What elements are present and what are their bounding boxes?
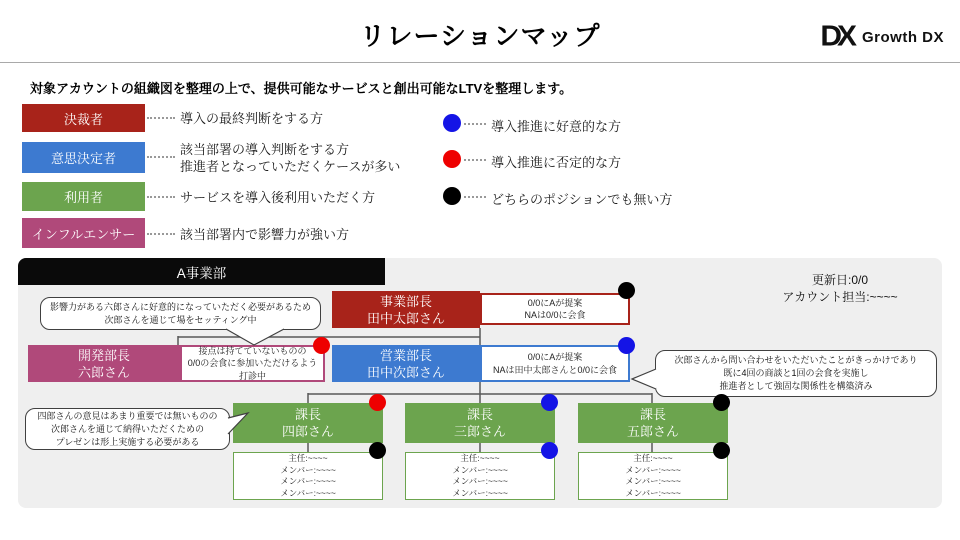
callout-rokuro-setting: 影響力がある六郎さんに好意的になっていただく必要があるため 次郎さんを通じて場をセッティング中	[40, 297, 321, 330]
team-box-shiro: 主任:~~~~ メンバー:~~~~ メンバー:~~~~ メンバー:~~~~	[233, 452, 383, 500]
stance-dot-neutral	[443, 187, 461, 205]
dot-manager-goro-neutral	[713, 394, 730, 411]
legend-dotted-line	[464, 159, 486, 161]
dot-dev-head-negative	[313, 337, 330, 354]
node-manager-shiro	[233, 403, 383, 443]
team-box-goro: 主任:~~~~ メンバー:~~~~ メンバー:~~~~ メンバー:~~~~	[578, 452, 728, 500]
stance-dot-negative	[443, 150, 461, 168]
role-desc-influencer: 該当部署内で影響力が強い方	[180, 227, 350, 242]
account-owner: アカウント担当:~~~~	[782, 290, 898, 305]
node-title: 事業部長	[379, 293, 432, 309]
node-name: 田中次郎さん	[366, 364, 445, 380]
dot-team-saburo-positive	[541, 442, 558, 459]
team-box-saburo: 主任:~~~~ メンバー:~~~~ メンバー:~~~~ メンバー:~~~~	[405, 452, 555, 500]
role-chip-decision-maker: 意思決定者	[22, 142, 145, 173]
dot-manager-shiro-negative	[369, 394, 386, 411]
node-sales-head	[332, 345, 480, 382]
callout-jiro-relationship: 次郎さんから問い合わせをいただいたことがきっかけであり 既に4回の商談と1回の会食を実施し 推進者として強固な関係性を構築済み	[655, 350, 937, 397]
panel-meta	[745, 272, 935, 307]
legend-dotted-line	[147, 117, 175, 119]
stance-dot-positive	[443, 114, 461, 132]
node-name: 六郎さん	[77, 364, 130, 380]
role-desc-decision-maker: 該当部署の導入判断をする方 推進者となっていただくケースが多い	[180, 142, 401, 174]
node-division-head	[332, 291, 480, 328]
role-desc-approver: 導入の最終判断をする方	[180, 111, 324, 126]
note-dev-head: 接点は持てていないものの 0/0の会食に参加いただけるよう 打診中	[180, 345, 325, 382]
header-divider	[0, 62, 960, 63]
page-title: リレーションマップ	[359, 21, 601, 51]
node-dev-head	[28, 345, 180, 382]
brand-name: Growth DX	[862, 28, 944, 46]
dot-division-head-neutral	[618, 282, 635, 299]
dx-logo-icon: DX	[820, 20, 852, 53]
stance-label-negative: 導入推進に否定的な方	[491, 155, 622, 170]
legend-dotted-line	[464, 196, 486, 198]
department-header: A事業部	[18, 258, 385, 285]
slide-subtitle: 対象アカウントの組織図を整理の上で、提供可能なサービスと創出可能なLTVを整理します。	[30, 81, 573, 96]
role-chip-user: 利用者	[22, 182, 145, 211]
node-manager-saburo	[405, 403, 555, 443]
node-name: 五郎さん	[626, 424, 679, 439]
dot-sales-head-positive	[618, 337, 635, 354]
role-desc-user: サービスを導入後利用いただく方	[180, 190, 376, 205]
node-title: 営業部長	[379, 347, 432, 363]
role-chip-approver: 決裁者	[22, 104, 145, 132]
brand-logo	[820, 20, 944, 54]
callout-shiro-presentation: 四郎さんの意見はあまり重要では無いものの 次郎さんを通じて納得いただくための プレゼンは形上実施する必要がある	[25, 408, 230, 450]
legend-dotted-line	[147, 156, 175, 158]
node-title: 課長	[466, 407, 493, 422]
note-division-head: 0/0にAが提案 NAは0/0に会食	[480, 293, 630, 325]
dot-team-shiro-neutral	[369, 442, 386, 459]
node-title: 開発部長	[77, 347, 130, 363]
legend-dotted-line	[147, 233, 175, 235]
legend-dotted-line	[464, 123, 486, 125]
note-sales-head: 0/0にAが提案 NAは田中太郎さんと0/0に会食	[480, 345, 630, 382]
dot-manager-saburo-positive	[541, 394, 558, 411]
node-name: 三郎さん	[453, 424, 506, 439]
node-name: 田中太郎さん	[366, 310, 445, 326]
stance-label-positive: 導入推進に好意的な方	[491, 119, 622, 134]
node-name: 四郎さん	[281, 424, 334, 439]
dot-team-goro-neutral	[713, 442, 730, 459]
node-title: 課長	[294, 407, 321, 422]
role-chip-influencer: インフルエンサー	[22, 218, 145, 248]
legend-dotted-line	[147, 196, 175, 198]
node-title: 課長	[639, 407, 666, 422]
updated-date: 更新日:0/0	[811, 273, 869, 287]
stance-label-neutral: どちらのポジションでも無い方	[491, 192, 673, 207]
node-manager-goro	[578, 403, 728, 443]
